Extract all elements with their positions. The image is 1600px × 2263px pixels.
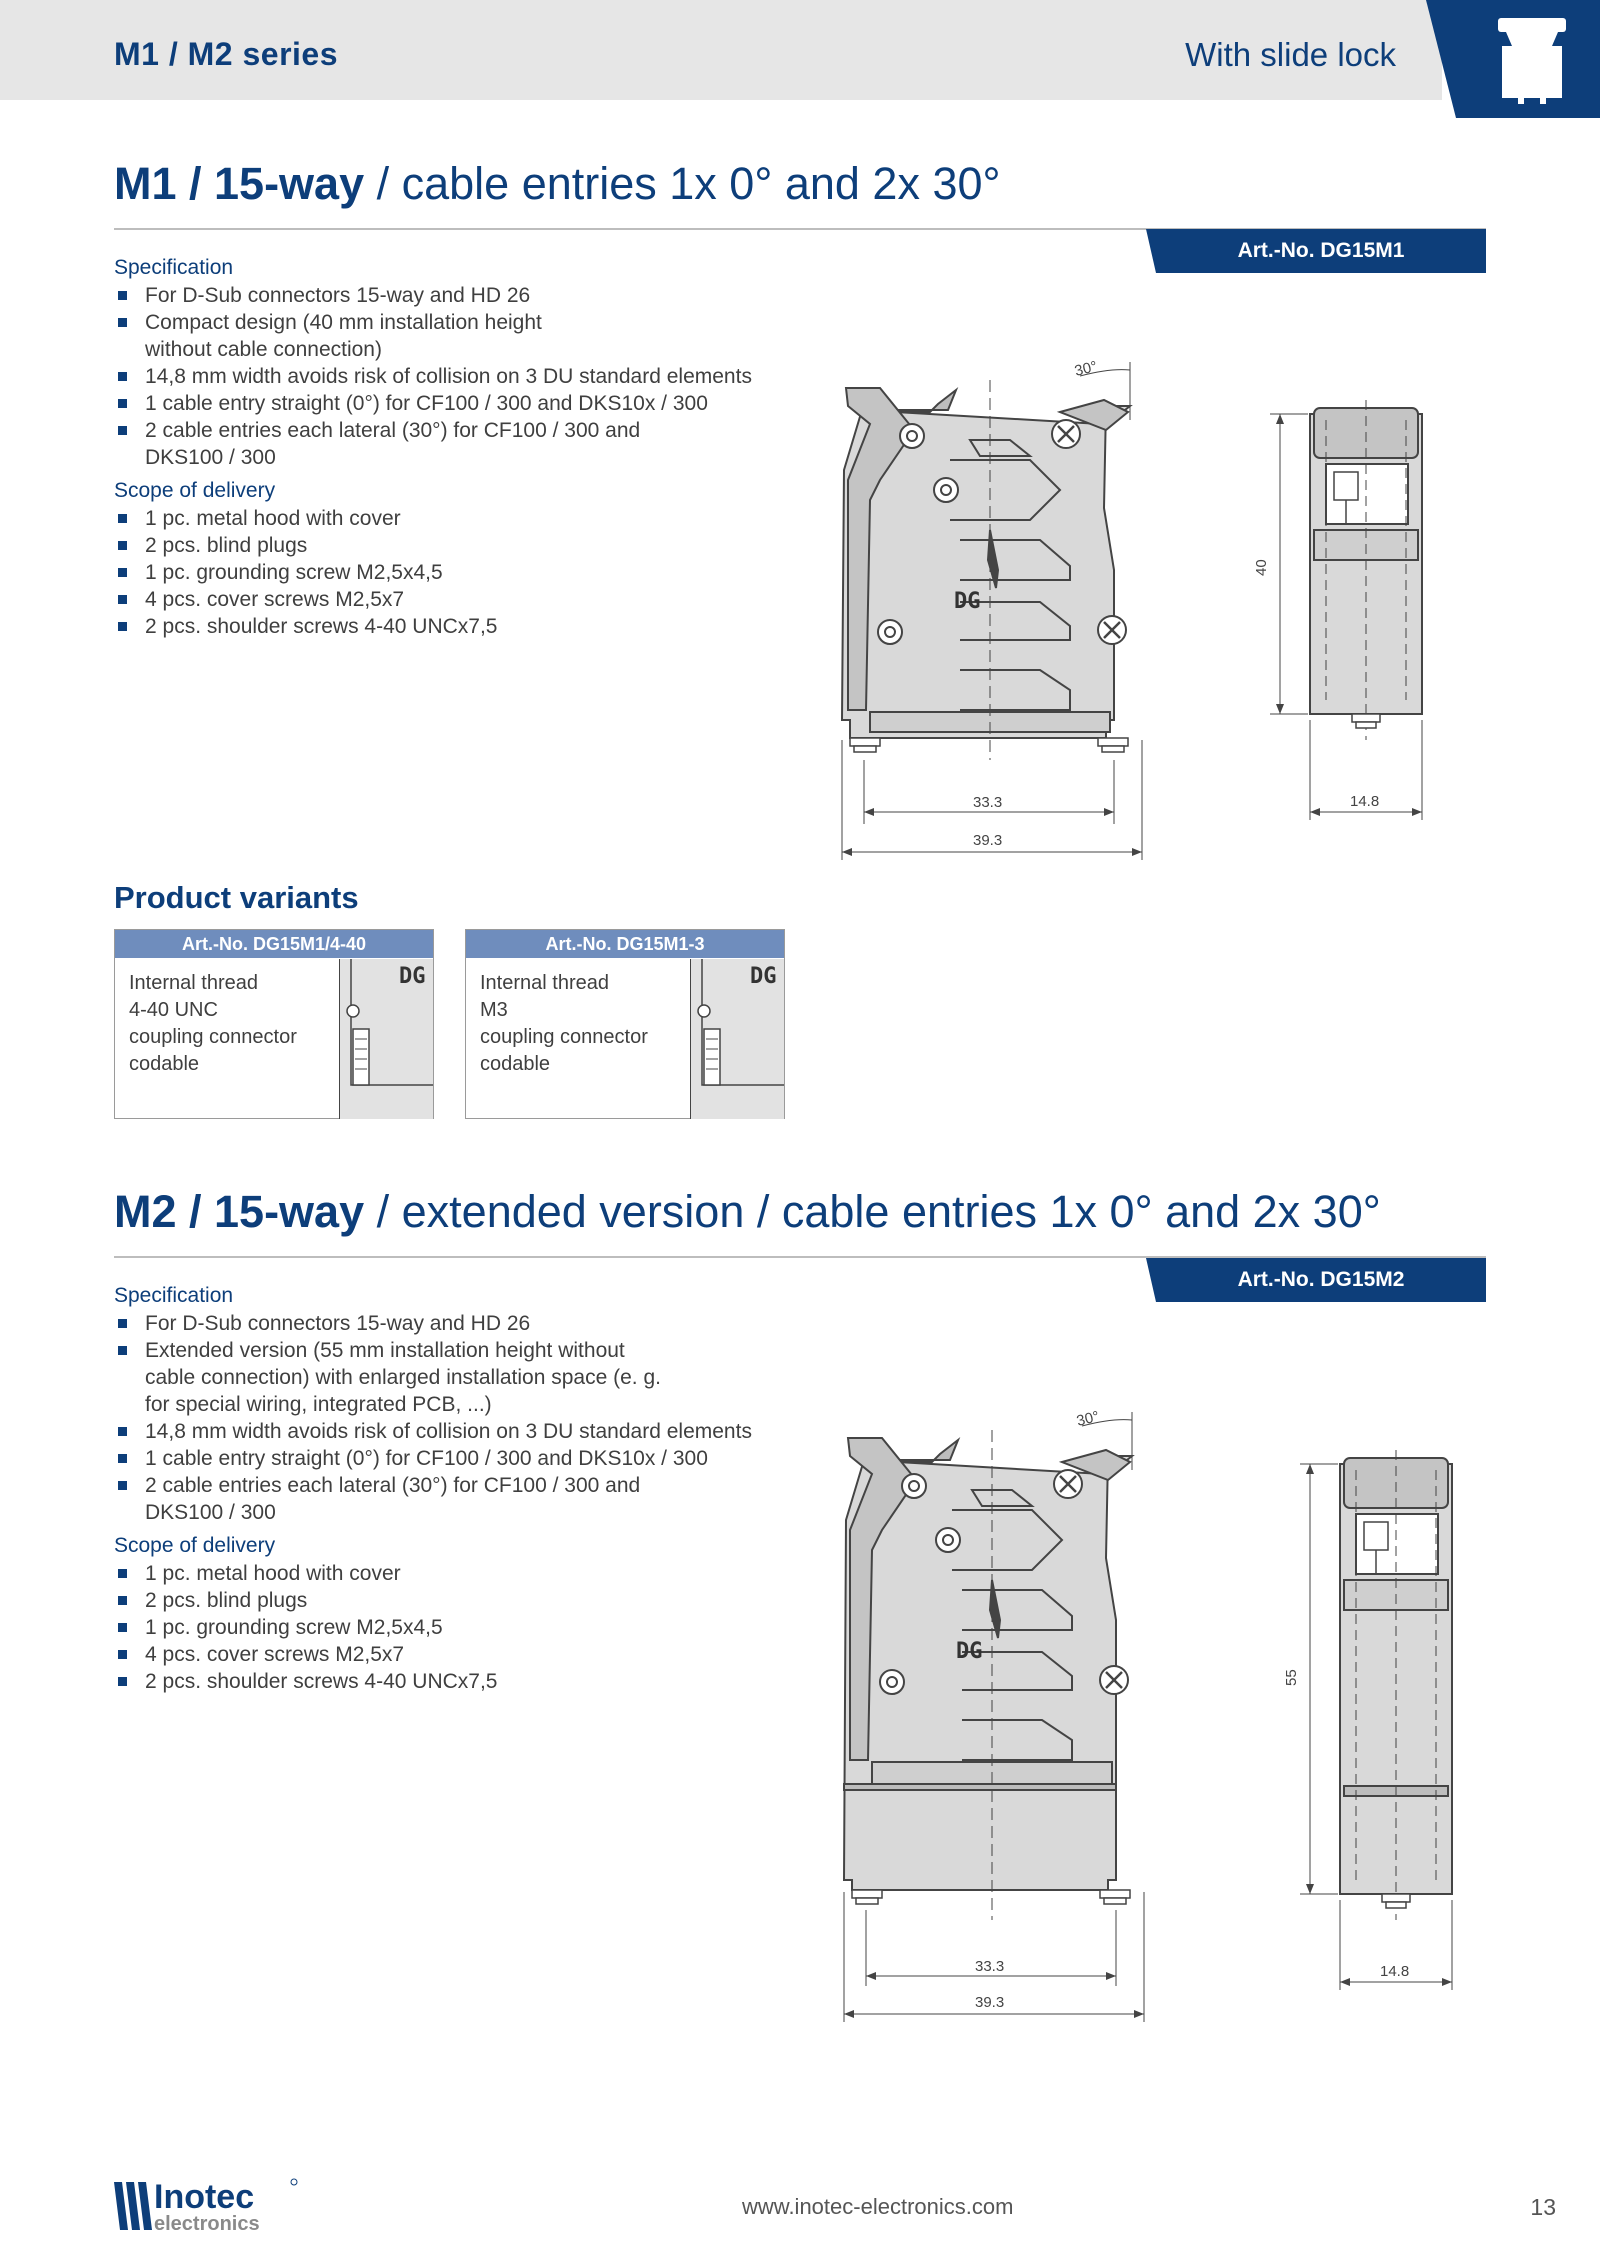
variant-artno: Art.-No. DG15M1/4-40 [115,930,433,958]
section2-dim-outer: 39.3 [975,1994,1005,2011]
section2-title-rest: / extended version / cable entries 1x 0° and 2x 30° [364,1186,1381,1237]
logo-wordmark-top: Inotec [154,2178,255,2216]
list-item: For D-Sub connectors 15-way and HD 26 [114,1310,774,1337]
section1-scope-heading: Scope of delivery [114,479,276,502]
header-tab-icon [1426,0,1600,118]
section1-title-bold: M1 / 15-way [114,158,365,209]
variant-description: Internal thread M3 coupling connector codable [480,972,648,1075]
product-variants-title: Product variants [114,880,359,915]
section1-spec [114,254,774,640]
svg-text:DG: DG [750,964,777,989]
header-feature: With slide lock [1185,36,1396,73]
list-item: 2 cable entries each lateral (30°) for CF100 / 300 and DKS100 / 300 [114,417,674,471]
list-item: 2 pcs. blind plugs [114,1587,774,1614]
section2-scope-heading: Scope of delivery [114,1534,276,1557]
list-item: 2 pcs. blind plugs [114,532,774,559]
section1-spec-heading: Specification [114,256,234,279]
section2-spec [114,1282,774,1695]
variant-description: Internal thread 4-40 UNC coupling connector codable [129,972,297,1075]
list-item: 14,8 mm width avoids risk of collision on 3 DU standard elements [114,363,774,390]
section1-title [114,158,1001,210]
section1-angle-label: 30° [1072,357,1099,380]
list-item: 1 pc. grounding screw M2,5x4,5 [114,559,774,586]
section1-dim-inner: 33.3 [973,794,1003,811]
page-number: 13 [1530,2194,1556,2220]
section2-title-bold: M2 / 15-way [114,1186,365,1237]
section1-side-drawing [1250,400,1440,820]
list-item: 1 cable entry straight (0°) for CF100 / 300 and DKS10x / 300 [114,1445,774,1472]
list-item: 14,8 mm width avoids risk of collision on 3 DU standard elements [114,1418,774,1445]
list-item: 4 pcs. cover screws M2,5x7 [114,1641,774,1668]
list-item: 1 pc. metal hood with cover [114,1560,774,1587]
section2-angle-label: 30° [1074,1407,1101,1430]
list-item: 2 pcs. shoulder screws 4-40 UNCx7,5 [114,613,774,640]
list-item: 1 cable entry straight (0°) for CF100 / 300 and DKS10x / 300 [114,390,774,417]
section2-drawing-mark: DG [956,1639,983,1664]
section2-dim-height: 55 [1283,1669,1300,1686]
section1-artno: Art.-No. DG15M1 [1156,229,1486,273]
header-series: M1 / M2 series [114,36,338,72]
logo-wordmark-bottom: electronics [154,2213,260,2234]
variant-card [465,929,785,1119]
list-item: 1 pc. grounding screw M2,5x4,5 [114,1614,774,1641]
section2-artno: Art.-No. DG15M2 [1156,1258,1486,1302]
section2-side-drawing [1280,1450,1470,1990]
variant-thread-drawing [690,959,784,1119]
section2-front-drawing [832,1390,1162,2030]
list-item: 4 pcs. cover screws M2,5x7 [114,586,774,613]
section1-title-rest: / cable entries 1x 0° and 2x 30° [364,158,1001,209]
variant-thread-drawing [339,959,433,1119]
variant-artno: Art.-No. DG15M1-3 [466,930,784,958]
section2-dim-width: 14.8 [1380,1963,1410,1980]
section2-spec-list [114,1310,774,1526]
section2-spec-heading: Specification [114,1284,234,1307]
inotec-logo [114,2174,304,2234]
list-item: Compact design (40 mm installation height without cable connection) [114,309,574,363]
section2-title [114,1186,1381,1238]
list-item: Extended version (55 mm installation height without cable connection) with enlarged installation space (e. g. for special wiring, integrated PCB, ...) [114,1337,674,1418]
section2-scope-list [114,1560,774,1695]
section1-spec-list [114,282,774,471]
list-item: 2 cable entries each lateral (30°) for CF100 / 300 and DKS100 / 300 [114,1472,674,1526]
variant-card [114,929,434,1119]
section1-front-drawing [830,340,1160,870]
footer-url[interactable]: www.inotec-electronics.com [742,2194,1014,2219]
section1-scope-list [114,505,774,640]
section1-drawing-mark: DG [954,589,981,614]
list-item: 2 pcs. shoulder screws 4-40 UNCx7,5 [114,1668,774,1695]
section1-dim-width: 14.8 [1350,793,1380,810]
section1-dim-outer: 39.3 [973,832,1003,849]
section2-dim-inner: 33.3 [975,1958,1005,1975]
svg-text:DG: DG [399,964,426,989]
list-item: 1 pc. metal hood with cover [114,505,774,532]
section1-dim-height: 40 [1253,559,1270,576]
list-item: For D-Sub connectors 15-way and HD 26 [114,282,774,309]
